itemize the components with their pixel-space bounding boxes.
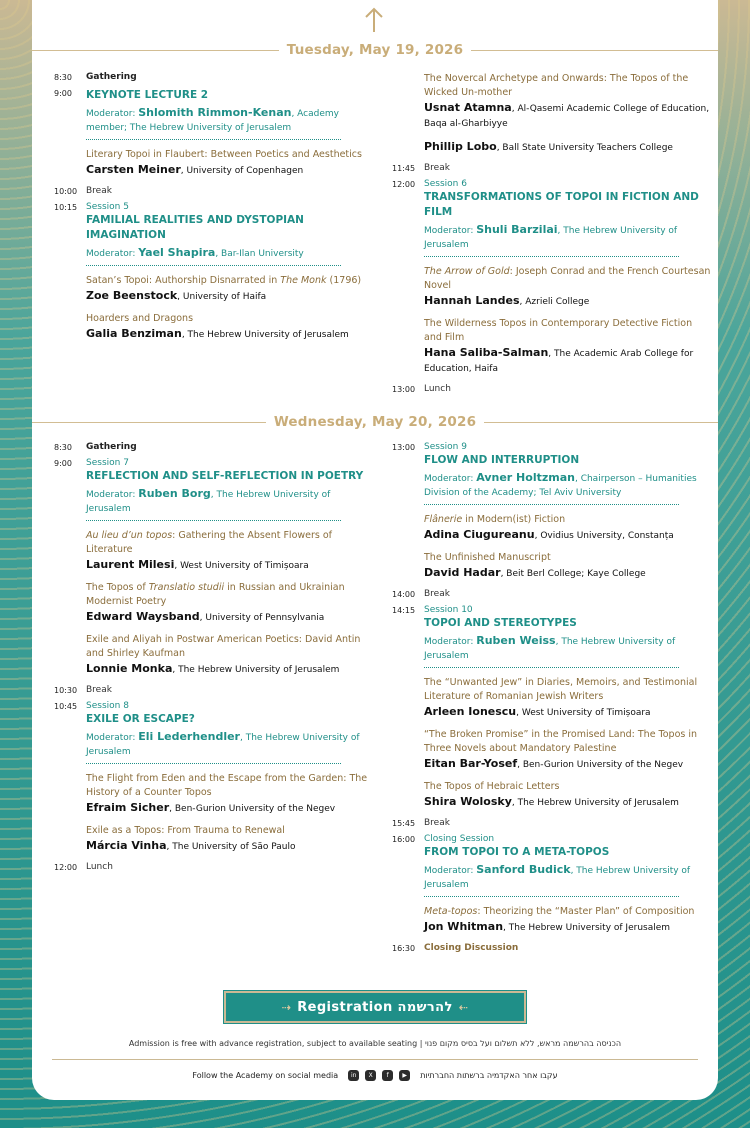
moderator	[424, 634, 712, 663]
speaker	[424, 345, 712, 377]
speaker-affiliation: , The Hebrew University of Jerusalem	[172, 665, 340, 675]
time-slot: 16:30	[392, 944, 416, 953]
speaker	[424, 139, 712, 156]
session-number: Session 8	[86, 701, 129, 711]
speaker-name: Galia Benziman	[86, 327, 182, 340]
paper-title-italic: Flânerie	[424, 514, 463, 525]
session-title: TRANSFORMATIONS OF TOPOI IN FICTION AND FILM	[424, 191, 699, 218]
moderator-prefix: Moderator:	[424, 866, 477, 876]
paper-title: The Unfinished Manuscript	[424, 552, 551, 563]
day-title: Tuesday, May 19, 2026	[286, 42, 464, 58]
speaker-name: Márcia Vinha	[86, 839, 167, 852]
session-title: EXILE OR ESCAPE?	[86, 713, 195, 725]
closing-discussion-label: Closing Discussion	[424, 943, 519, 953]
dotted-divider	[424, 896, 679, 897]
moderator-prefix: Moderator:	[424, 226, 477, 236]
speaker-name: Zoe Beenstock	[86, 289, 178, 302]
moderator-prefix: Moderator:	[86, 249, 139, 259]
paper-title: Hoarders and Dragons	[86, 313, 194, 324]
dotted-divider	[86, 265, 341, 266]
speaker-name: Efraim Sicher	[86, 801, 170, 814]
speaker	[424, 794, 712, 811]
break-label: Break	[424, 589, 450, 599]
moderator-prefix: Moderator:	[86, 490, 139, 500]
time-slot: 14:00	[392, 590, 416, 599]
break-label: Lunch	[86, 862, 113, 872]
speaker-name: Carsten Meiner	[86, 163, 181, 176]
day2-right-column	[392, 442, 712, 959]
day-header-2	[32, 412, 718, 432]
speaker-name: Jon Whitman	[424, 920, 504, 933]
moderator	[424, 863, 712, 892]
moderator	[86, 730, 374, 759]
speaker	[86, 609, 374, 626]
moderator-name: Shuli Barzilai	[476, 223, 558, 236]
dotted-divider	[424, 504, 679, 505]
time-slot: 13:00	[392, 385, 416, 394]
time-slot: 9:00	[54, 459, 72, 468]
speaker	[86, 326, 374, 343]
session-title: TOPOI AND STEREOTYPES	[424, 617, 577, 629]
moderator-name: Yael Shapira	[138, 246, 216, 259]
speaker	[424, 527, 712, 544]
schedule-row	[54, 701, 374, 855]
paper-title-italic: Meta-topos	[424, 906, 478, 917]
moderator-name: Eli Lederhendler	[138, 730, 240, 743]
speaker-name: Phillip Lobo	[424, 140, 497, 153]
schedule-row	[392, 384, 712, 394]
time-slot: 13:00	[392, 443, 416, 452]
speaker-name: Shira Wolosky	[424, 795, 512, 808]
session-number: Closing Session	[424, 834, 495, 844]
speaker-affiliation: , Al-Qasemi Academic College of Education, Baqa al-Gharbiyye	[424, 104, 710, 129]
time-slot: 10:30	[54, 686, 78, 695]
schedule-row	[54, 458, 374, 678]
moderator-name: Sanford Budick	[476, 863, 571, 876]
moderator	[424, 223, 712, 252]
session-title: FLOW AND INTERRUPTION	[424, 454, 580, 466]
session-title: FROM TOPOI TO A META-TOPOS	[424, 846, 610, 858]
speaker-name: Eitan Bar-Yosef	[424, 757, 518, 770]
speaker-affiliation: , Azrieli College	[519, 297, 590, 307]
schedule-row	[54, 88, 374, 179]
schedule-label: Gathering	[86, 72, 137, 82]
schedule-row	[392, 589, 712, 599]
paper-title: The “Unwanted Jew” in Diaries, Memoirs, and Testimonial Literature of Romanian Jewish Writers	[424, 677, 698, 702]
moderator	[86, 106, 374, 135]
paper-title: “The Broken Promise” in the Promised Land: The Topos in Three Novels about Mandatory Palestine	[424, 729, 698, 754]
paper-title: The Topos of Hebraic Letters	[424, 781, 560, 792]
paper-title: The Novercal Archetype and Onwards: The Topos of the Wicked Un-mother	[424, 73, 689, 98]
moderator-affiliation: , Bar-Ilan University	[215, 249, 304, 259]
paper-title-italic: Au lieu d’un topos	[86, 530, 173, 541]
day1-left-column	[54, 72, 374, 350]
break-label: Break	[86, 685, 112, 695]
day1-right-column	[392, 72, 712, 400]
dotted-divider	[86, 139, 341, 140]
speaker-affiliation: , The Hebrew University of Jerusalem	[503, 923, 671, 933]
schedule-label: Gathering	[86, 442, 137, 452]
speaker-name: Edward Waysband	[86, 610, 200, 623]
paper-title: The Wilderness Topos in Contemporary Detective Fiction and Film	[424, 318, 693, 343]
social-icons	[348, 1070, 410, 1081]
speaker	[424, 565, 712, 582]
schedule-row	[54, 72, 374, 82]
paper-title: Exile and Aliyah in Postwar American Poetics: David Antin and Shirley Kaufman	[86, 634, 361, 659]
speaker-affiliation: , The University of São Paulo	[166, 842, 296, 852]
speaker-affiliation: , Ball State University Teachers College	[496, 143, 673, 153]
moderator-name: Ruben Weiss	[476, 634, 556, 647]
session-number: Session 7	[86, 458, 129, 468]
follow-text-en: Follow the Academy on social media	[192, 1071, 339, 1080]
paper-title: The Arrow of Gold: Joseph Conrad and the French Courtesan Novel	[424, 266, 711, 291]
time-slot: 8:30	[54, 73, 72, 82]
paper-title-italic: Translatio studii	[148, 582, 225, 593]
speaker	[86, 800, 374, 817]
break-label: Break	[86, 186, 112, 196]
moderator-affiliation: , The Hebrew University of Jerusalem	[424, 866, 691, 890]
follow-text-he: עקבו אחר האקדמיה ברשתות החברתיות	[420, 1071, 558, 1080]
speaker-affiliation: , Ben-Gurion University of the Negev	[517, 760, 684, 770]
session-number: Session 6	[424, 179, 467, 189]
speaker	[424, 704, 712, 721]
speaker	[424, 100, 712, 132]
speaker-name: Lonnie Monka	[86, 662, 173, 675]
moderator-affiliation: , The Hebrew University of Jerusalem	[86, 733, 360, 757]
session-number: Session 10	[424, 605, 473, 615]
time-slot: 11:45	[392, 164, 416, 173]
dotted-divider	[424, 256, 679, 257]
speaker	[86, 661, 374, 678]
speaker	[86, 162, 374, 179]
social-footer	[32, 1070, 718, 1081]
schedule-row	[54, 862, 374, 872]
registration-label: Registration להרשמה	[297, 999, 453, 1015]
time-slot: 10:00	[54, 187, 78, 196]
speaker-name: Usnat Atamna	[424, 101, 512, 114]
time-slot: 15:45	[392, 819, 416, 828]
moderator-prefix: Moderator:	[424, 474, 477, 484]
schedule-row	[54, 685, 374, 695]
session-title: KEYNOTE LECTURE 2	[86, 89, 209, 101]
arrow-left-icon: ⇠	[458, 1000, 469, 1014]
time-slot: 12:00	[54, 863, 78, 872]
moderator-affiliation: , The Hebrew University of Jerusalem	[424, 226, 678, 250]
speaker-affiliation: , Ovidius University, Constanța	[534, 531, 674, 541]
time-slot: 9:00	[54, 89, 72, 98]
speaker-affiliation: , University of Haifa	[177, 292, 267, 302]
session-number: Session 5	[86, 202, 129, 212]
speaker-affiliation: , The Hebrew University of Jerusalem	[511, 798, 679, 808]
speaker	[86, 838, 374, 855]
schedule-row	[392, 163, 712, 173]
moderator-name: Ruben Borg	[138, 487, 211, 500]
dotted-divider	[424, 667, 679, 668]
divider	[52, 1059, 698, 1060]
moderator-prefix: Moderator:	[86, 733, 139, 743]
speaker-affiliation: , University of Pennsylvania	[199, 613, 325, 623]
scroll-up-arrow-icon[interactable]	[362, 6, 386, 34]
session-title: REFLECTION AND SELF-REFLECTION IN POETRY	[86, 470, 364, 482]
speaker	[86, 557, 374, 574]
time-slot: 12:00	[392, 180, 416, 189]
schedule-row	[392, 605, 712, 811]
youtube-icon[interactable]: ▶	[399, 1070, 410, 1081]
admission-note: Admission is free with advance registration, subject to available seating | הכניסה בהרשמה מראש, ללא תשלום ועל בסיס מקום פנוי	[128, 1039, 622, 1048]
day-header-1	[32, 40, 718, 60]
paper-title: Au lieu d’un topos: Gathering the Absent Flowers of Literature	[86, 530, 333, 555]
speaker-name: Hana Saliba-Salman	[424, 346, 549, 359]
speaker-affiliation: , West University of Timișoara	[516, 708, 651, 718]
moderator-name: Avner Holtzman	[476, 471, 575, 484]
time-slot: 10:15	[54, 203, 78, 212]
moderator-prefix: Moderator:	[86, 109, 139, 119]
paper-title: Satan’s Topoi: Authorship Disnarrated in The Monk (1796)	[86, 275, 362, 286]
speaker-name: Laurent Milesi	[86, 558, 175, 571]
speaker-affiliation: , The Hebrew University of Jerusalem	[181, 330, 349, 340]
registration-button[interactable]	[224, 991, 526, 1023]
speaker-affiliation: , The Academic Arab College for Education, Haifa	[424, 349, 694, 374]
break-label: Lunch	[424, 384, 451, 394]
paper-title: Meta-topos: Theorizing the “Master Plan” of Composition	[424, 906, 695, 917]
speaker-affiliation: , University of Copenhagen	[180, 166, 304, 176]
schedule-row	[392, 442, 712, 582]
moderator-name: Shlomith Rimmon-Kenan	[138, 106, 292, 119]
time-slot: 16:00	[392, 835, 416, 844]
moderator	[424, 471, 712, 500]
day2-left-column	[54, 442, 374, 878]
time-slot: 10:45	[54, 702, 78, 711]
paper-title: Exile as a Topos: From Trauma to Renewal	[86, 825, 285, 836]
paper-title: Flânerie in Modern(ist) Fiction	[424, 514, 566, 525]
schedule-row	[392, 72, 712, 156]
speaker	[424, 919, 712, 936]
dotted-divider	[86, 520, 341, 521]
x-icon[interactable]: X	[365, 1070, 376, 1081]
facebook-icon[interactable]: f	[382, 1070, 393, 1081]
moderator-affiliation: , Academy member; The Hebrew University of Jerusalem	[86, 109, 339, 133]
moderator	[86, 246, 374, 261]
schedule-row	[54, 202, 374, 343]
paper-title-italic: The Arrow of Gold	[424, 266, 510, 277]
speaker	[424, 293, 712, 310]
program-card	[32, 0, 718, 1100]
break-label: Break	[424, 818, 450, 828]
moderator	[86, 487, 374, 516]
session-number: Session 9	[424, 442, 467, 452]
speaker-name: Hannah Landes	[424, 294, 520, 307]
schedule-row	[54, 442, 374, 452]
speaker	[424, 756, 712, 773]
arrow-right-icon: ⇢	[281, 1000, 292, 1014]
time-slot: 14:15	[392, 606, 416, 615]
moderator-affiliation: , The Hebrew University of Jerusalem	[86, 490, 331, 514]
schedule-row	[392, 818, 712, 828]
linkedin-icon[interactable]: in	[348, 1070, 359, 1081]
speaker-name: Arleen Ionescu	[424, 705, 517, 718]
paper-title: The Flight from Eden and the Escape from the Garden: The History of a Counter Topos	[86, 773, 368, 798]
moderator-prefix: Moderator:	[424, 637, 477, 647]
speaker-name: David Hadar	[424, 566, 501, 579]
dotted-divider	[86, 763, 341, 764]
paper-title-italic: The Monk	[280, 275, 327, 286]
speaker-affiliation: , West University of Timișoara	[174, 561, 309, 571]
paper-title: Literary Topoi in Flaubert: Between Poetics and Aesthetics	[86, 149, 362, 160]
schedule-row	[54, 186, 374, 196]
moderator-affiliation: , The Hebrew University of Jerusalem	[424, 637, 676, 661]
session-title: FAMILIAL REALITIES AND DYSTOPIAN IMAGINATION	[86, 214, 304, 241]
schedule-row	[392, 179, 712, 377]
speaker-name: Adina Ciugureanu	[424, 528, 535, 541]
speaker-affiliation: , Ben-Gurion University of the Negev	[169, 804, 336, 814]
speaker-affiliation: , Beit Berl College; Kaye College	[500, 569, 646, 579]
schedule-row	[392, 943, 712, 953]
break-label: Break	[424, 163, 450, 173]
paper-title: The Topos of Translatio studii in Russian and Ukrainian Modernist Poetry	[86, 582, 345, 607]
schedule-row	[392, 834, 712, 936]
speaker	[86, 288, 374, 305]
time-slot: 8:30	[54, 443, 72, 452]
moderator-affiliation: , Chairperson – Humanities Division of the Academy; Tel Aviv University	[424, 474, 697, 498]
day-title: Wednesday, May 20, 2026	[273, 414, 477, 430]
